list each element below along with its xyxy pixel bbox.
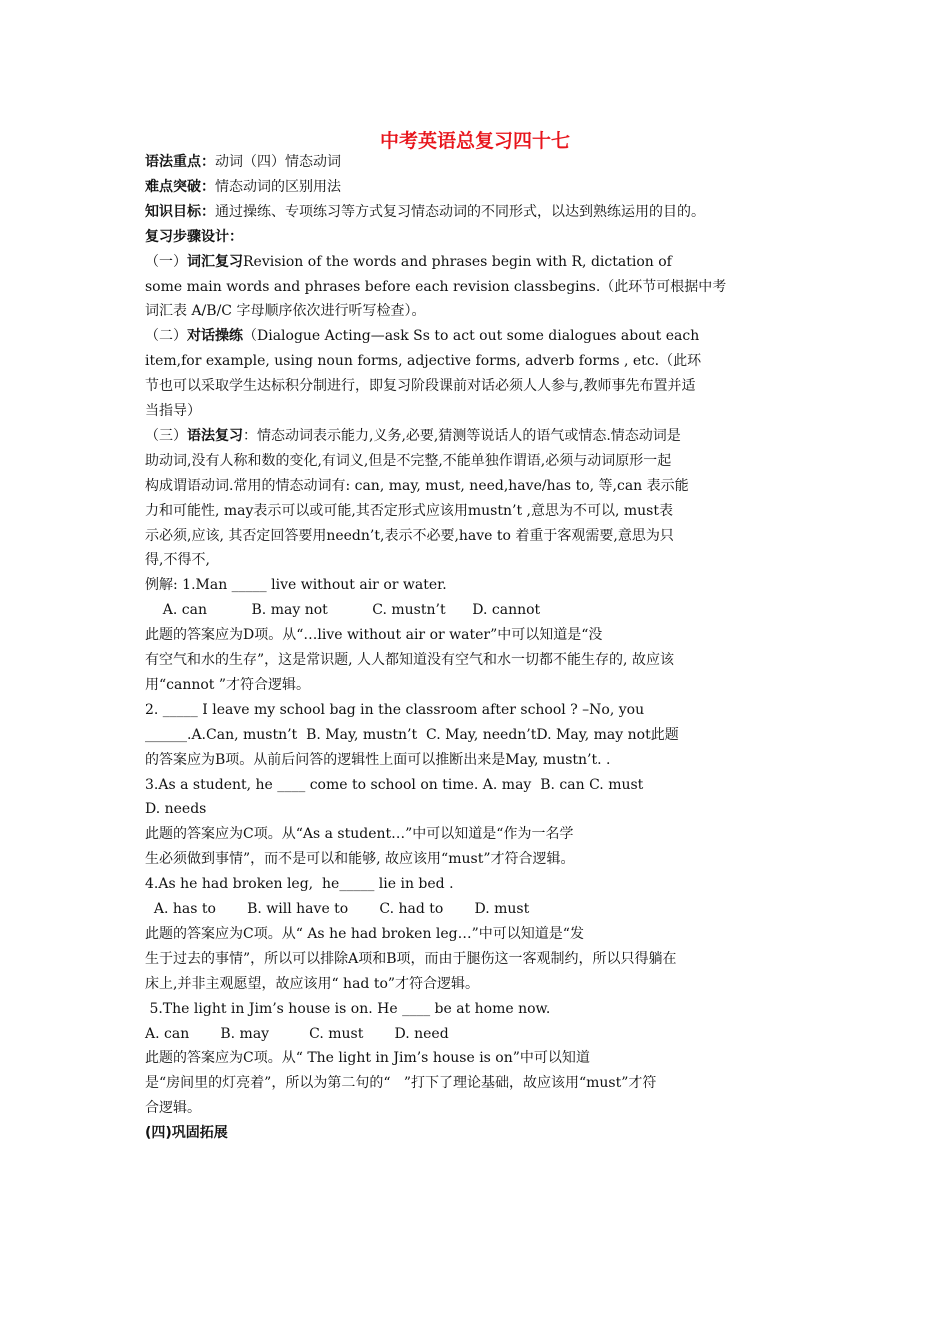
text-segment: 力和可能性, may表示可以或可能,其否定形式应该用mustn’t ,意思为不可以, must表 <box>145 502 673 519</box>
text-line <box>145 424 813 448</box>
text-line <box>145 972 813 996</box>
text-line <box>145 399 813 423</box>
text-line <box>145 922 813 946</box>
text-segment: 是“房间里的灯亮着”，所以为第二句的“ ”打下了理论基础，故应该用“must”才符 <box>145 1075 657 1092</box>
text-line <box>145 648 813 672</box>
text-segment: 情态动词的区别用法 <box>215 178 341 195</box>
text-line <box>145 175 813 199</box>
text-line <box>145 598 813 622</box>
text-segment: 生于过去的事情”，所以可以排除A项和B项，而由于腿伤这一客观制约，所以只得躺在 <box>145 950 677 967</box>
text-segment: 用“cannot ”才符合逻辑。 <box>145 676 311 693</box>
text-segment: 此题的答案应为C项。从“ As he had broken leg…”中可以知道是“发 <box>145 925 584 942</box>
text-line <box>145 225 813 249</box>
bold-text-segment: 复习步骤设计： <box>145 228 243 245</box>
text-segment: ______.A.Can, mustn’t B. May, mustn’t C. May, needn’tD. May, may not此题 <box>145 726 679 743</box>
text-segment: 合逻辑。 <box>145 1100 201 1117</box>
text-segment: 节也可以采取学生达标积分制进行，即复习阶段课前对话必须人人参与,教师事先布置并适 <box>145 378 696 395</box>
bold-text-segment: (四)巩固拓展 <box>145 1125 228 1142</box>
text-line <box>145 897 813 921</box>
text-line <box>145 1121 813 1145</box>
text-segment: 构成谓语动词.常用的情态动词有: can, may, must, need,have/has to, 等,can 表示能 <box>145 477 689 494</box>
text-line <box>145 698 813 722</box>
text-line <box>145 822 813 846</box>
text-segment: 3.As a student, he ____ come to school on time. A. may B. can C. must <box>145 776 644 793</box>
text-segment: （二） <box>145 328 187 345</box>
bold-text-segment: 语法重点： <box>145 154 215 170</box>
text-segment: 生必须做到事情”，而不是可以和能够, 故应该用“must”才符合逻辑。 <box>145 851 575 868</box>
text-line <box>145 947 813 971</box>
text-line <box>145 324 813 348</box>
text-segment: （一） <box>145 253 187 270</box>
text-segment: 当指导） <box>145 403 201 419</box>
text-segment: 通过操练、专项练习等方式复习情态动词的不同形式，以达到熟练运用的目的。 <box>215 203 705 220</box>
text-line <box>145 623 813 647</box>
text-line <box>145 1071 813 1095</box>
text-segment: 助动词,没有人称和数的变化,有词义,但是不完整,不能单独作谓语,必须与动词原形一起 <box>145 452 672 469</box>
text-segment: 4.As he had broken leg, he_____ lie in bed . <box>145 876 454 893</box>
text-line <box>145 449 813 473</box>
document-title: 中考英语总复习四十七 <box>379 130 570 152</box>
text-line <box>145 797 813 821</box>
bold-text-segment: 语法复习 <box>187 427 243 444</box>
text-segment: 此题的答案应为C项。从“ The light in Jim’s house is on”中可以知道 <box>145 1050 590 1067</box>
text-line <box>145 673 813 697</box>
text-line <box>145 499 813 523</box>
text-segment: （Dialogue Acting—ask Ss to act out some dialogues about each <box>243 328 700 345</box>
bold-text-segment: 对话操练 <box>187 328 243 345</box>
text-segment: （三） <box>145 427 187 444</box>
text-line <box>145 349 813 373</box>
text-line <box>145 374 813 398</box>
text-segment: 示必须,应该, 其否定回答要用needn’t,表示不必要,have to 着重于客观需要,意思为只 <box>145 527 674 544</box>
text-line <box>145 847 813 871</box>
text-line <box>145 299 813 323</box>
text-segment: 的答案应为B项。从前后问答的逻辑性上面可以推断出来是May, mustn’t. . <box>145 751 611 768</box>
text-segment: 5.The light in Jim’s house is on. He ____ be at home now. <box>145 1000 551 1017</box>
text-segment: 床上,并非主观愿望，故应该用“ had to”才符合逻辑。 <box>145 975 480 992</box>
text-line <box>145 872 813 896</box>
text-segment: 此题的答案应为C项。从“As a student…”中可以知道是“作为一名学 <box>145 826 574 843</box>
text-line <box>145 573 813 597</box>
text-line <box>145 548 813 572</box>
text-segment: 词汇表 A/B/C 字母顺序依次进行听写检查）。 <box>145 303 426 320</box>
text-segment: 此题的答案应为D项。从“…live without air or water”中可以知道是“没 <box>145 627 603 644</box>
text-segment: ：情态动词表示能力,义务,必要,猜测等说话人的语气或情态.情态动词是 <box>243 427 681 444</box>
text-segment: 有空气和水的生存”，这是常识题, 人人都知道没有空气和水一切都不能生存的, 故应该 <box>145 652 674 668</box>
text-line <box>145 1046 813 1070</box>
text-line <box>145 1096 813 1120</box>
text-segment: some main words and phrases before each revision classbegins.（此环节可根据中考 <box>145 278 727 295</box>
text-segment: A. can B. may C. must D. need <box>145 1025 449 1042</box>
text-line <box>145 524 813 548</box>
text-line <box>145 150 813 174</box>
text-line <box>145 1022 813 1046</box>
bold-text-segment: 难点突破： <box>145 178 215 195</box>
text-line <box>145 200 813 224</box>
text-line <box>145 773 813 797</box>
bold-text-segment: 词汇复习 <box>187 253 243 270</box>
text-line <box>145 997 813 1021</box>
text-segment: 例解: 1.Man _____ live without air or water. <box>145 577 447 594</box>
text-segment: 动词（四）情态动词 <box>215 154 341 170</box>
text-segment: item,for example, using noun forms, adjective forms, adverb forms , etc.（此环 <box>145 353 702 370</box>
text-segment: A. has to B. will have to C. had to D. must <box>145 901 530 917</box>
bold-text-segment: 知识目标： <box>145 203 215 220</box>
text-line <box>145 723 813 747</box>
text-segment: 得,不得不, <box>145 552 210 569</box>
text-line <box>145 474 813 498</box>
text-segment: D. needs <box>145 801 207 818</box>
text-line <box>145 250 813 274</box>
text-line <box>145 748 813 772</box>
text-segment: 2. _____ I leave my school bag in the classroom after school ? –No, you <box>145 701 645 718</box>
text-segment: Revision of the words and phrases begin with R, dictation of <box>243 253 672 270</box>
text-line <box>145 275 813 299</box>
text-segment: A. can B. may not C. mustn’t D. cannot <box>145 602 541 619</box>
